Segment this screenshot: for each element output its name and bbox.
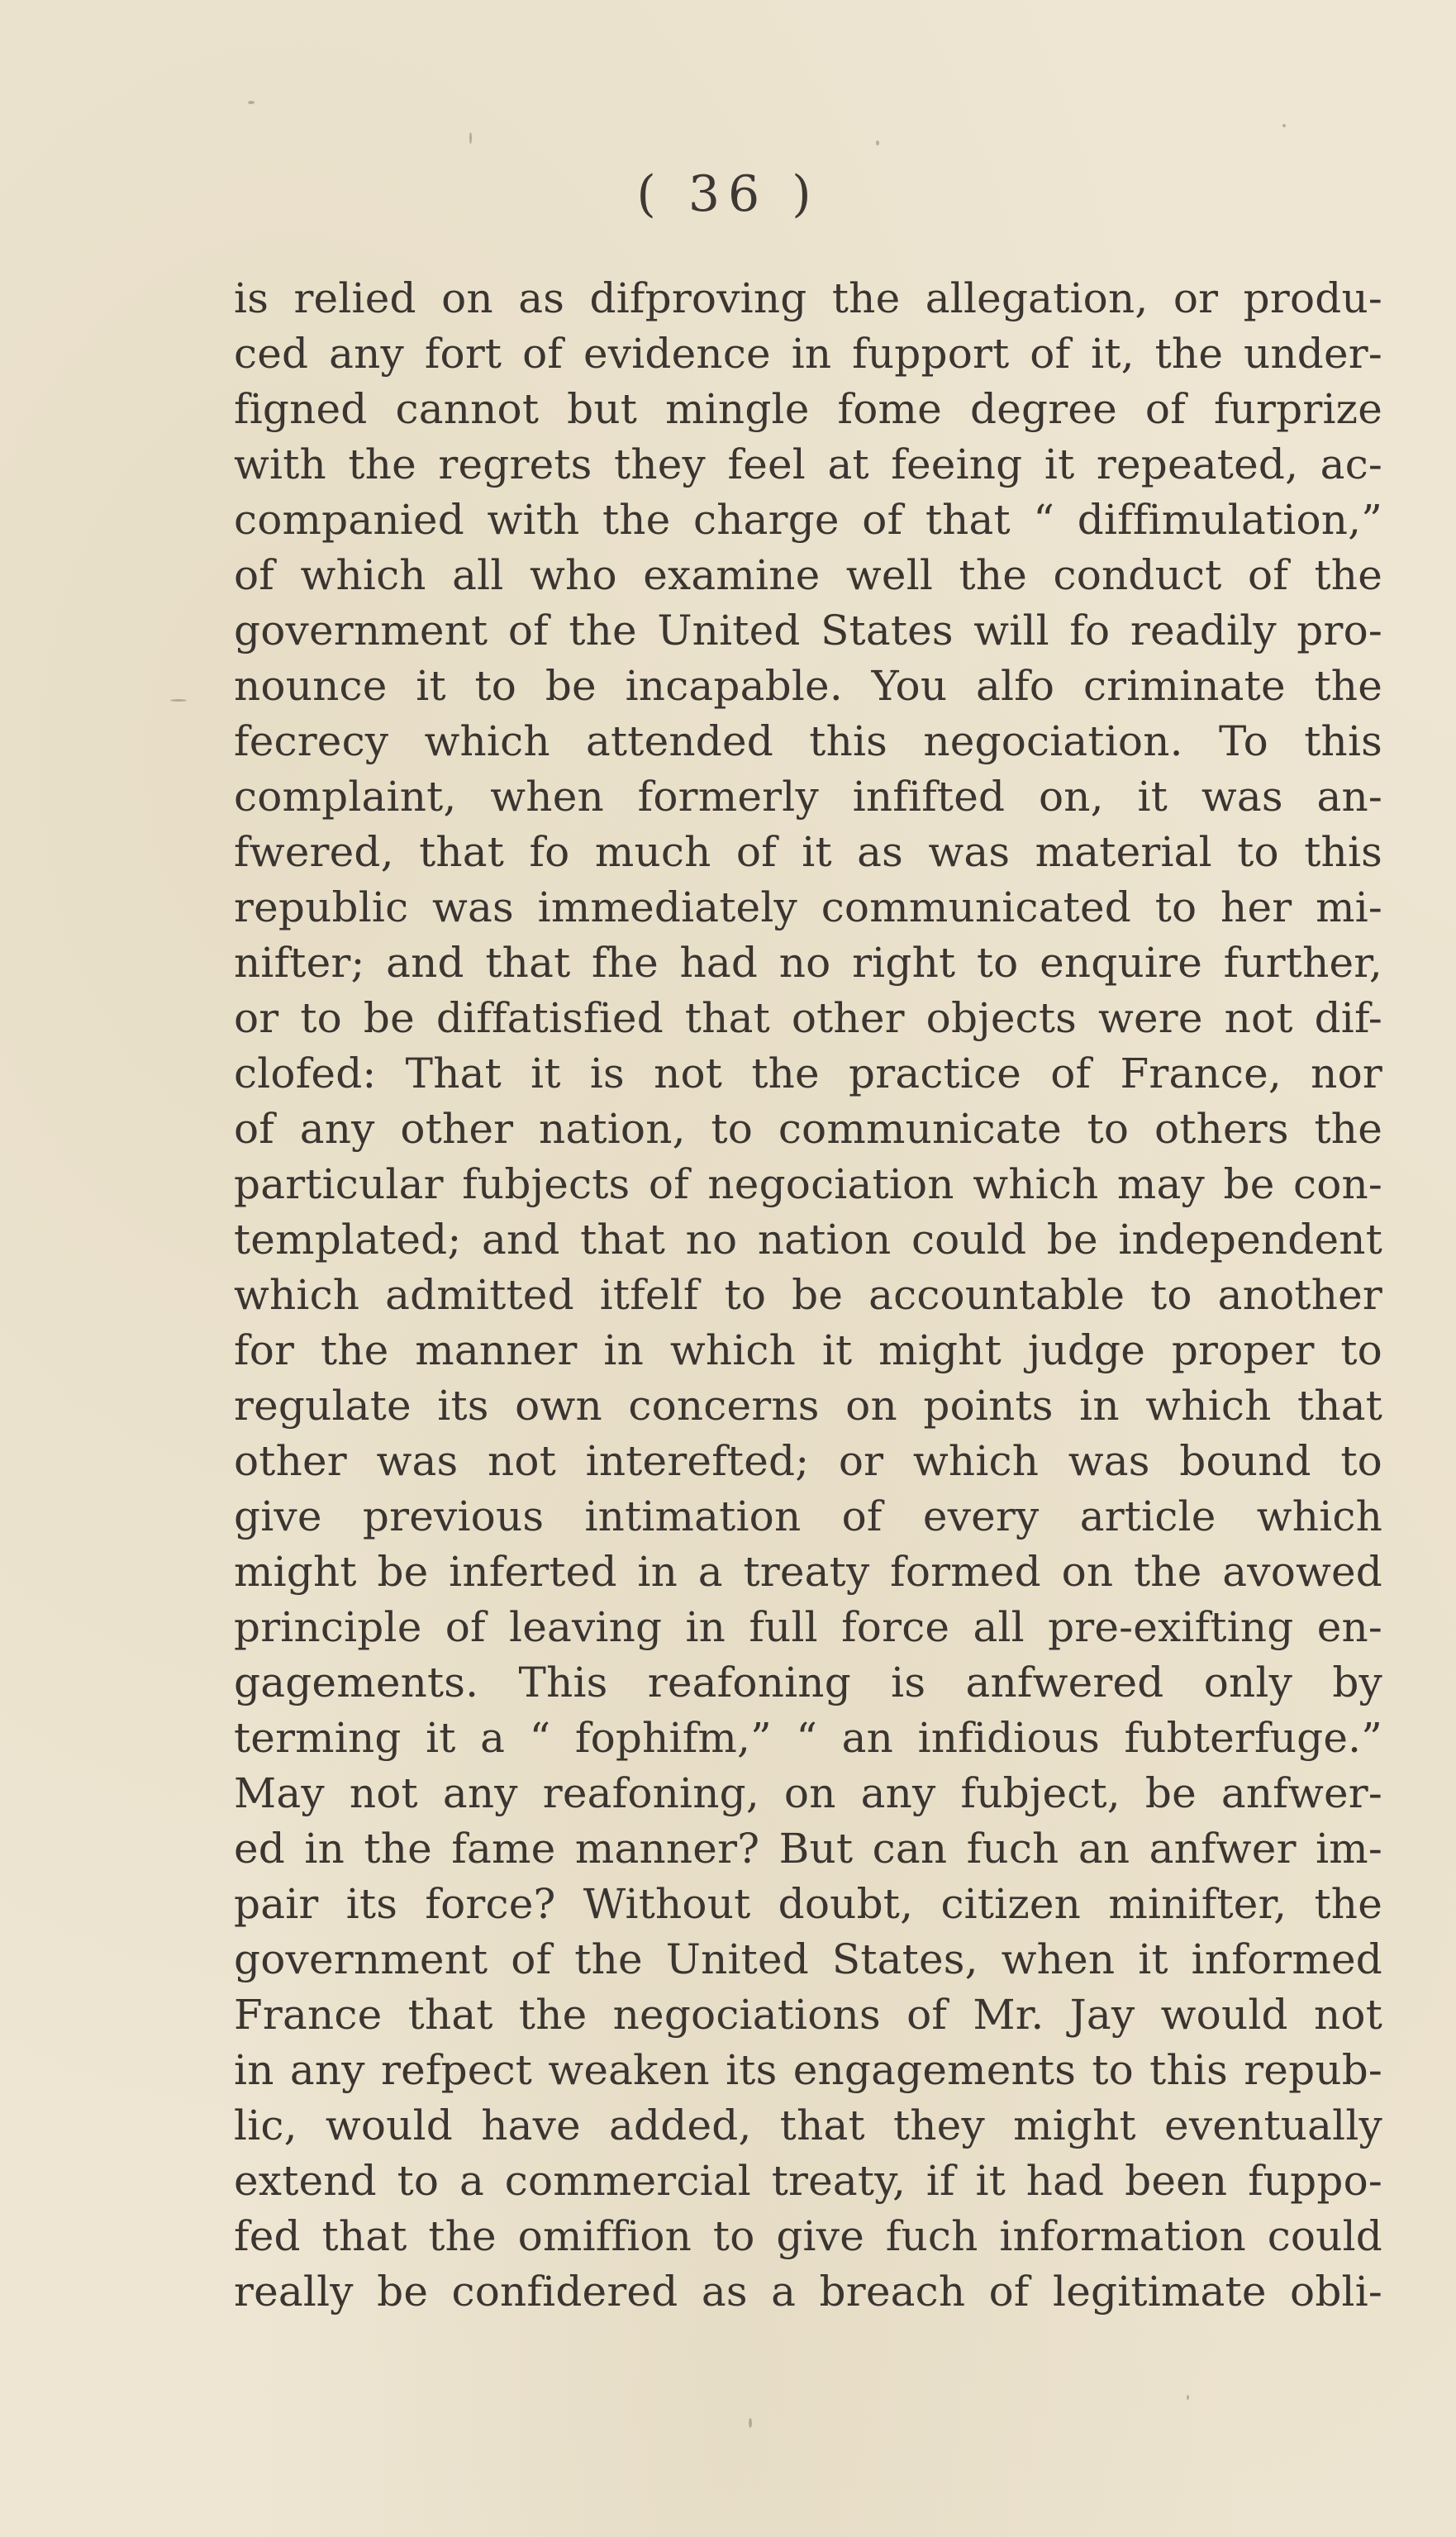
text-line: might be inferted in a treaty formed on the avowed — [234, 1548, 1382, 1596]
paper-speck — [876, 140, 879, 145]
text-line: companied with the charge of that “ diffimulation,” — [234, 496, 1382, 544]
paper-speck — [170, 699, 187, 702]
text-line: gagements. This reafoning is anfwered only by — [234, 1659, 1382, 1706]
paper-speck — [248, 101, 255, 104]
text-line: republic was immediately communicated to her mi- — [234, 883, 1382, 931]
text-line: May not any reafoning, on any fubject, be anfwer- — [234, 1769, 1382, 1817]
text-line: principle of leaving in full force all pre-exifting en- — [234, 1603, 1382, 1651]
text-line: government of the United States will fo readily pro- — [234, 607, 1382, 654]
text-line: other was not interefted; or which was bound to — [234, 1437, 1382, 1485]
text-line: figned cannot but mingle fome degree of furprize — [234, 385, 1382, 433]
text-line: nounce it to be incapable. You alfo criminate the — [234, 662, 1382, 710]
text-line: nifter; and that fhe had no right to enquire further, — [234, 939, 1382, 987]
text-line: with the regrets they feel at feeing it repeated, ac- — [234, 440, 1382, 488]
text-line: give previous intimation of every article which — [234, 1492, 1382, 1540]
text-line: ed in the fame manner? But can fuch an anfwer im- — [234, 1825, 1382, 1873]
text-line: really be confidered as a breach of legitimate obli- — [234, 2268, 1382, 2316]
text-line: which admitted itfelf to be accountable to another — [234, 1271, 1382, 1319]
text-line: complaint, when formerly infifted on, it was an- — [234, 773, 1382, 821]
text-line: ced any fort of evidence in fupport of it, the under- — [234, 330, 1382, 378]
text-line: is relied on as difproving the allegation, or produ- — [234, 274, 1382, 322]
text-line: of any other nation, to communicate to others the — [234, 1105, 1382, 1153]
paper-speck — [1187, 2395, 1189, 2400]
page-number: ( 36 ) — [636, 165, 820, 223]
paper-speck — [1282, 124, 1286, 127]
text-line: France that the negociations of Mr. Jay would not — [234, 1991, 1382, 2039]
text-line: fed that the omiffion to give fuch information could — [234, 2212, 1382, 2260]
text-line: pair its force? Without doubt, citizen minifter, the — [234, 1880, 1382, 1928]
text-line: terming it a “ fophifm,” “ an infidious fubterfuge.” — [234, 1714, 1382, 1762]
text-line: or to be diffatisfied that other objects were not dif- — [234, 994, 1382, 1042]
body-text — [234, 271, 1382, 2320]
paper-speck — [749, 2418, 752, 2428]
text-line: fecrecy which attended this negociation. To this — [234, 717, 1382, 765]
text-line: lic, would have added, that they might eventually — [234, 2101, 1382, 2149]
text-line: for the manner in which it might judge proper to — [234, 1326, 1382, 1374]
text-line: clofed: That it is not the practice of France, nor — [234, 1050, 1382, 1097]
text-line: extend to a commercial treaty, if it had been fuppo- — [234, 2157, 1382, 2205]
text-line: regulate its own concerns on points in which that — [234, 1382, 1382, 1430]
text-line: of which all who examine well the conduct of the — [234, 551, 1382, 599]
paper-speck — [469, 132, 472, 144]
text-line: government of the United States, when it informed — [234, 1935, 1382, 1983]
text-line: in any refpect weaken its engagements to this repub- — [234, 2046, 1382, 2094]
text-line: fwered, that fo much of it as was material to this — [234, 828, 1382, 876]
text-line: particular fubjects of negociation which may be con- — [234, 1160, 1382, 1208]
text-line: templated; and that no nation could be independent — [234, 1216, 1382, 1264]
